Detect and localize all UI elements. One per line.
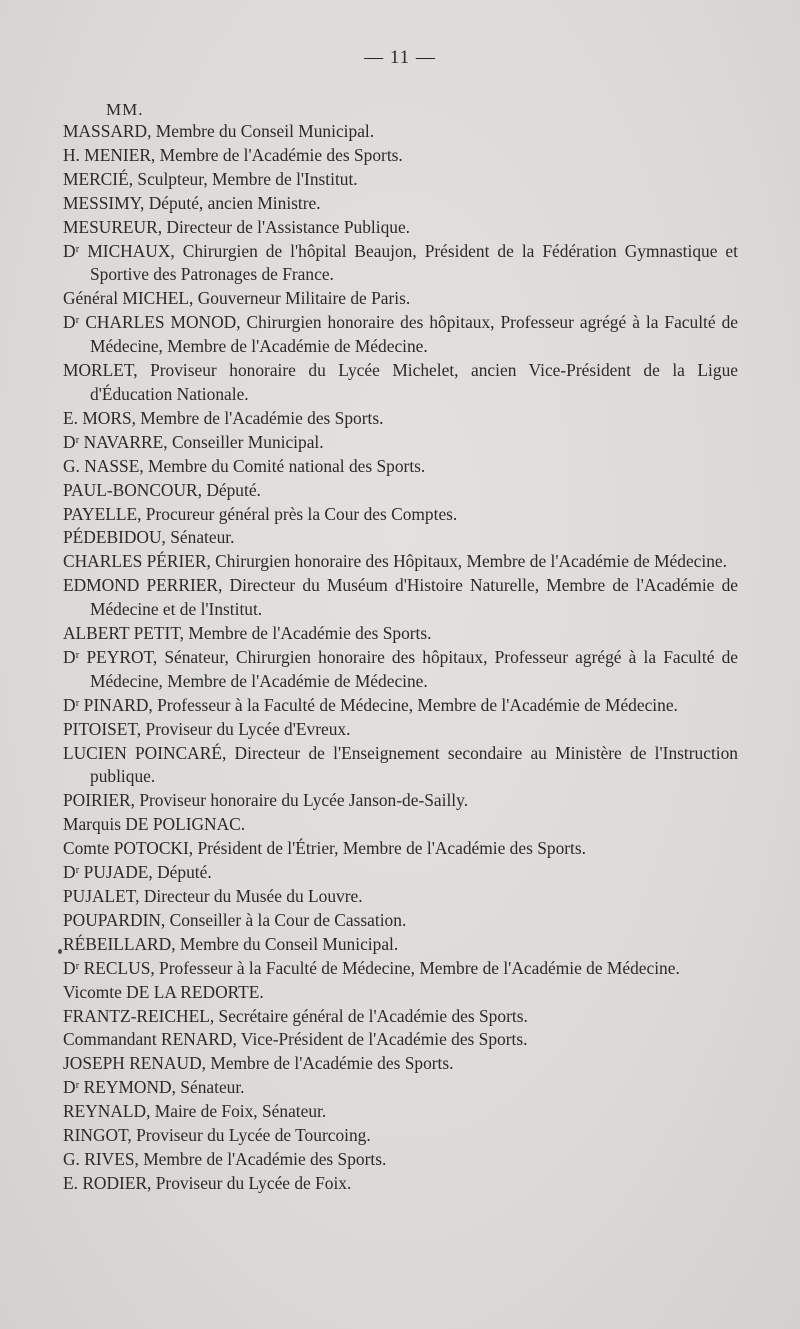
list-item: EDMOND PERRIER, Directeur du Muséum d'Histoire Naturelle, Membre de l'Académie de Médecine et de l'Institut. [63, 575, 738, 620]
list-item: LUCIEN POINCARÉ, Directeur de l'Enseignement secondaire au Ministère de l'Instruction publique. [63, 742, 738, 787]
list-item: CHARLES PÉRIER, Chirurgien honoraire des Hôpitaux, Membre de l'Académie de Médecine. [63, 551, 727, 572]
list-item: FRANTZ-REICHEL, Secrétaire général de l'Académie des Sports. [63, 1005, 528, 1026]
list-item: MORLET, Proviseur honoraire du Lycée Michelet, ancien Vice-Président de la Ligue d'Éducation Nationale. [63, 360, 738, 404]
list-item: POUPARDIN, Conseiller à la Cour de Cassation. [63, 909, 407, 930]
list-item: Général MICHEL, Gouverneur Militaire de Paris. [63, 288, 411, 309]
list-item: Dʳ MICHAUX, Chirurgien de l'hôpital Beaujon, Président de la Fédération Gymnastique et Sportive des Patronages de France. [63, 240, 738, 285]
list-item: REYNALD, Maire de Foix, Sénateur. [63, 1101, 327, 1122]
list-item: H. MENIER, Membre de l'Académie des Sports. [63, 144, 403, 165]
list-item: Comte POTOCKI, Président de l'Étrier, Membre de l'Académie des Sports. [63, 838, 587, 859]
list-item: MASSARD, Membre du Conseil Municipal. [63, 121, 375, 141]
ink-speck [58, 949, 62, 954]
list-item: MESUREUR, Directeur de l'Assistance Publique. [63, 216, 411, 237]
list-item: MERCIÉ, Sculpteur, Membre de l'Institut. [63, 168, 358, 189]
list-item: Dʳ PINARD, Professeur à la Faculté de Médecine, Membre de l'Académie de Médecine. [63, 694, 678, 715]
list-header: MM. [106, 100, 144, 119]
page-number: — 11 — [364, 47, 436, 68]
list-item: Dʳ CHARLES MONOD, Chirurgien honoraire des hôpitaux, Professeur agrégé à la Faculté de Médecine, Membre de l'Académie de Médecine. [63, 312, 738, 357]
list-item: PAUL-BONCOUR, Député. [63, 479, 261, 500]
list-item: RÉBEILLARD, Membre du Conseil Municipal. [63, 933, 399, 954]
list-item: Commandant RENARD, Vice-Président de l'Académie des Sports. [63, 1029, 528, 1050]
list-item: POIRIER, Proviseur honoraire du Lycée Janson-de-Sailly. [63, 790, 469, 811]
list-item: G. NASSE, Membre du Comité national des Sports. [63, 455, 426, 476]
list-item: PUJALET, Directeur du Musée du Louvre. [63, 886, 363, 906]
list-item: E. RODIER, Proviseur du Lycée de Foix. [63, 1172, 352, 1193]
list-item: Dʳ PEYROT, Sénateur, Chirurgien honoraire des hôpitaux, Professeur agrégé à la Faculté de Médecine, Membre de l'Académie de Médecine. [63, 646, 738, 691]
list-item: Marquis DE POLIGNAC. [63, 814, 246, 835]
list-item: PITOISET, Proviseur du Lycée d'Evreux. [63, 718, 351, 739]
list-item: Dʳ PUJADE, Député. [63, 862, 212, 883]
list-item: Dʳ RECLUS, Professeur à la Faculté de Médecine, Membre de l'Académie de Médecine. [63, 957, 680, 978]
list-item: E. MORS, Membre de l'Académie des Sports. [63, 407, 384, 428]
list-item: G. RIVES, Membre de l'Académie des Sports. [63, 1148, 387, 1169]
list-item: RINGOT, Proviseur du Lycée de Tourcoing. [63, 1125, 371, 1146]
list-item: MESSIMY, Député, ancien Ministre. [63, 192, 321, 213]
list-item: Vicomte DE LA REDORTE. [63, 981, 264, 1002]
list-item: PAYELLE, Procureur général près la Cour des Comptes. [63, 503, 458, 524]
list-item: PÉDEBIDOU, Sénateur. [63, 527, 235, 548]
list-item: Dʳ REYMOND, Sénateur. [63, 1077, 245, 1098]
member-list [63, 120, 738, 1196]
list-item: Dʳ NAVARRE, Conseiller Municipal. [63, 431, 324, 452]
list-item: JOSEPH RENAUD, Membre de l'Académie des Sports. [63, 1053, 454, 1074]
list-item: ALBERT PETIT, Membre de l'Académie des Sports. [63, 623, 432, 644]
